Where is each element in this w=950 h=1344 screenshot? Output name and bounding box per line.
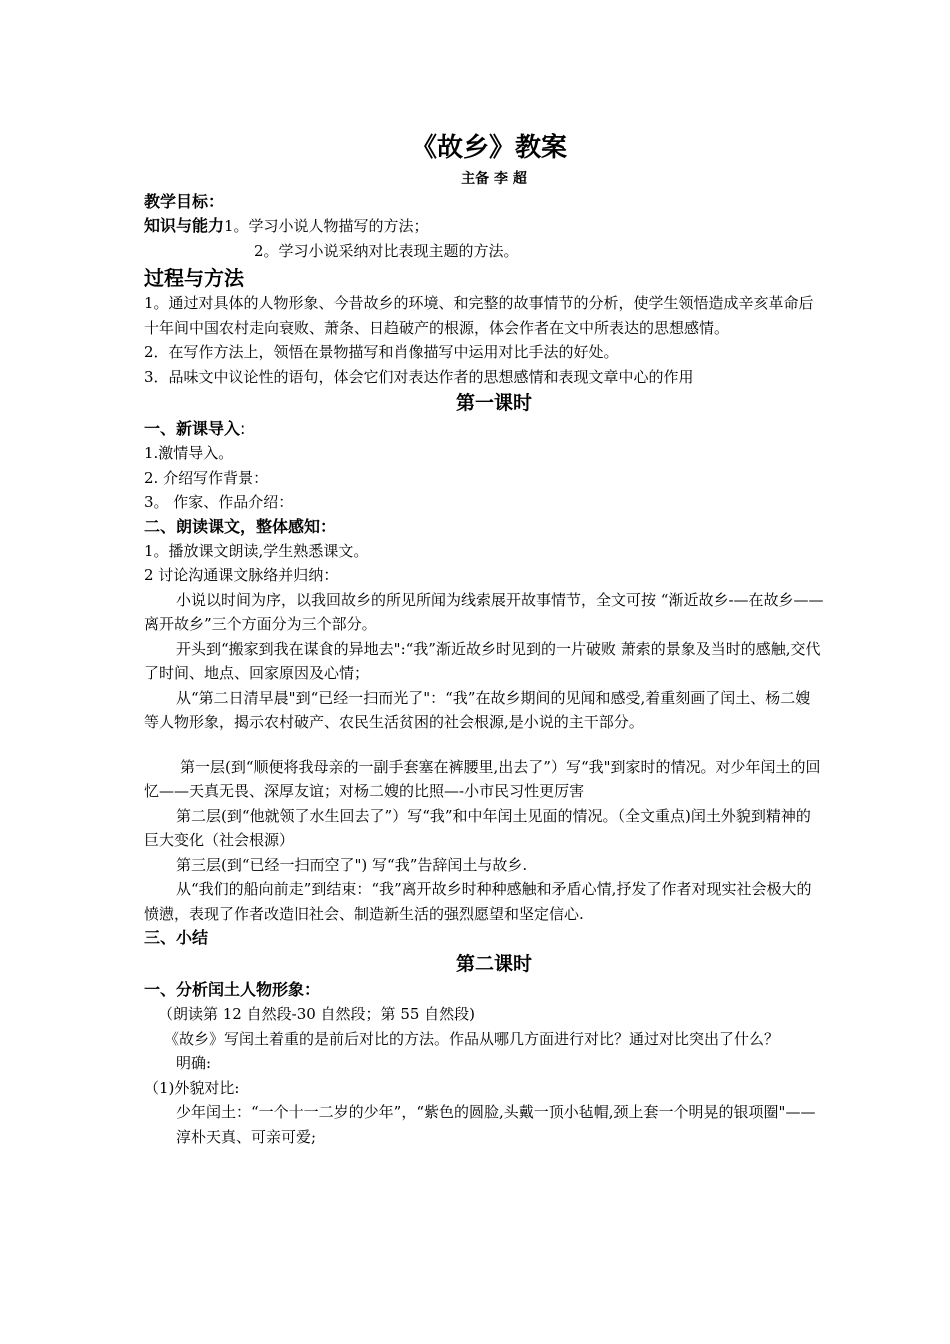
reading-note: （朗读第 12 自然段-30 自然段；第 55 自然段) bbox=[158, 1005, 476, 1023]
layer-1: 第一层(到“顺便将我母亲的一副手套塞在裤腰里,出去了”）写“我"到家时的情况。对少年闰土的回忆——天真无畏、深厚友谊；对杨二嫂的比照—-小市民习性更厉害 bbox=[144, 757, 821, 800]
point-1-label: （1)外貌对比: bbox=[144, 1078, 240, 1097]
section-4-heading: 一、分析闰土人物形象： bbox=[144, 980, 321, 999]
section-1-heading-text: 一、新课导入 bbox=[144, 419, 241, 438]
section-2-paragraph-3: 从“第二日清早晨"到“已经一扫而光了"：“我”在故乡期间的见闻和感受,着重刻画了闰土、杨二嫂等人物形象，揭示农村破产、农民生活贫困的社会根源,是小说的主干部分。 bbox=[144, 688, 811, 731]
process-item-2: 2．在写作方法上，领悟在景物描写和肖像描写中运用对比手法的好处。 bbox=[144, 343, 619, 361]
layer-2: 第二层(到“他就领了水生回去了”）写“我”和中年闰土见面的情况。（全文重点)闰土外貌到精神的巨大变化（社会根源） bbox=[144, 806, 811, 849]
point-1-text: 少年闰土：“一个十一二岁的少年”，“紫色的圆脸,头戴一顶小毡帽,颈上套一个明晃的银项圈"——淳朴天真、可亲可爱; bbox=[176, 1103, 816, 1146]
section-2-heading: 二、朗读课文，整体感知： bbox=[144, 516, 337, 536]
section-2-paragraph-1: 小说以时间为序，以我回故乡的所见所闻为线索展开故事情节，全文可按 “渐近故乡-—在故乡——离开故乡”三个方面分为三个部分。 bbox=[144, 590, 824, 633]
section-1-item-1: 1.激情导入。 bbox=[144, 444, 234, 462]
section-2-item-2: 2 讨论沟通课文脉络并归纳： bbox=[144, 566, 339, 584]
process-heading: 过程与方法 bbox=[144, 266, 244, 290]
page-title: 《故乡》教案 bbox=[410, 133, 567, 163]
blank-line bbox=[144, 735, 824, 755]
clarify-label: 明确: bbox=[176, 1054, 212, 1072]
process-item-3: 3．品味文中议论性的语句，体会它们对表达作者的思想感情和表现文章中心的作用 bbox=[144, 367, 694, 386]
knowledge-item-1-text: 1。学习小说人物描写的方法； bbox=[224, 217, 429, 235]
layer-3: 第三层(到“已经一扫而空了") 写“我”告辞闰土与故乡. bbox=[176, 855, 528, 874]
layer-4: 从“我们的船向前走”到结束：“我”离开故乡时种种感触和矛盾心情,抒发了作者对现实社会极大的愤懑，表现了作者改造旧社会、制造新生活的强烈愿望和坚定信心. bbox=[144, 880, 812, 923]
goals-heading: 教学目标： bbox=[144, 192, 225, 211]
section-2-item-1: 1。播放课文朗读,学生熟悉课文。 bbox=[144, 541, 369, 560]
section-1-colon: : bbox=[240, 419, 246, 438]
document-page bbox=[144, 128, 824, 1149]
section-1-item-2: 2. 介绍写作背景： bbox=[144, 468, 269, 487]
process-item-1: 1。通过对具体的人物形象、今昔故乡的环境、和完整的故事情节的分析，使学生领悟造成辛亥革命后十年间中国农村走向衰败、萧条、日趋破产的根源，体会作者在文中所表达的思想感情。 bbox=[144, 294, 814, 337]
section-2-paragraph-2: 开头到“搬家到我在谋食的异地去":“我”渐近故乡时见到的一片破败 萧索的景象及当时的感触,交代了时间、地点、回家原因及心情； bbox=[144, 639, 821, 682]
section-3-heading: 三、小结 bbox=[144, 928, 209, 947]
knowledge-item-1 bbox=[144, 214, 824, 239]
section-1-heading bbox=[144, 417, 824, 441]
analysis-question: 《故乡》写闰土着重的是前后对比的方法。作品从哪几方面进行对比？通过对比突出了什么？ bbox=[164, 1029, 780, 1048]
knowledge-item-2: 2。学习小说采纳对比表现主题的方法。 bbox=[254, 241, 519, 260]
section-1-item-3: 3。 作家、作品介绍： bbox=[144, 493, 294, 511]
author-line: 主备 李 超 bbox=[461, 171, 527, 187]
knowledge-label: 知识与能力 bbox=[144, 216, 225, 235]
lesson-2-heading: 第二课时 bbox=[455, 953, 532, 975]
lesson-1-heading: 第一课时 bbox=[455, 392, 532, 414]
